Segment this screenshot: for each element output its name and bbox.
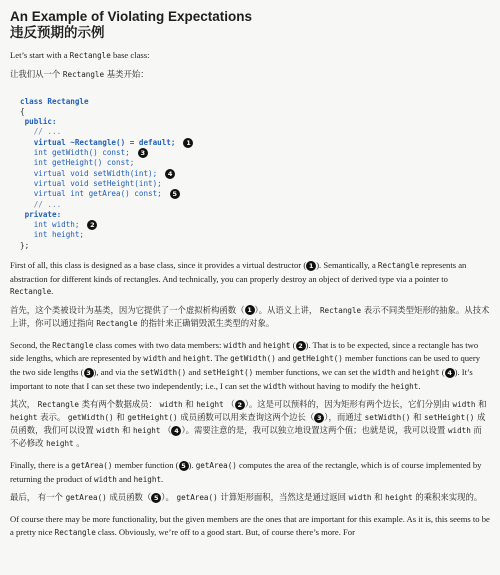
code-line: virtual void setWidth(int); 4 [20, 169, 490, 179]
section-title-chinese: 违反预期的示例 [10, 25, 105, 40]
callout-badge-4: 4 [171, 426, 181, 436]
callout-badge-2: 2 [235, 400, 245, 410]
callout-badge-1: 1 [306, 261, 316, 271]
callout-badge-5: 5 [170, 189, 180, 199]
section-title-english: An Example of Violating Expectations [10, 9, 253, 24]
code-line: // ... [20, 127, 62, 137]
paragraph-2-chinese: 其次， Rectangle 类有两个数据成员： width 和 height （ 2 ）。这是可以预料的，因为矩形有两个边长，它们分别由 width 和 height 表示。 getWidth() 和 getHeight() 成员函数可以用来查询这两个边长（ 3 ），而通过 setWidth() 和 setHeight() 成员函数，我们可以设置 width 和 height （ 4 ）。需要注意的是，我可以独立地设置这两个值；也就是说，我可以设置 width 而不必修改 height 。 [10, 399, 487, 449]
callout-badge-2: 2 [296, 341, 306, 351]
code-line: class Rectangle [20, 96, 89, 106]
callout-badge-3: 3 [84, 368, 94, 378]
callout-badge-3: 3 [138, 148, 148, 158]
code-line: int height; [20, 230, 85, 240]
paragraph-1-chinese: 首先，这个类被设计为基类，因为它提供了一个虚拟析构函数（ 1 ）。从语义上讲， Rectangle 表示不同类型矩形的抽象。从技术上讲，你可以通过指向 Rectangle 的指针来正确销毁派生类型的对象。 [10, 304, 490, 328]
code-line: private: [20, 209, 62, 219]
paragraph-4-english: Of course there may be more functionality, but the given members are the ones that are important for this example. As it is, this seems to be a pretty nice Rectangle class. Obviously, we’re off to a good start. But, of course there’s more. For [10, 514, 490, 537]
callout-badge-5: 5 [179, 461, 189, 471]
callout-badge-4: 4 [165, 169, 175, 179]
code-line: }; [20, 240, 30, 250]
code-line: int getWidth() const; 3 [20, 148, 490, 158]
code-line: int width; 2 [20, 220, 490, 230]
paragraph-3-chinese: 最后， 有一个 getArea() 成员函数（ 5 ）。 getArea() 计算矩形面积，当然这是通过返回 width 和 height 的乘积来实现的。 [10, 492, 483, 503]
intro-chinese: 让我们从一个 Rectangle 基类开始： [10, 68, 149, 79]
code-line: int getHeight() const; [20, 158, 135, 168]
code-line: virtual int getArea() const; 5 [20, 189, 490, 199]
callout-badge-3: 3 [314, 413, 324, 423]
callout-badge-1: 1 [183, 138, 193, 148]
paragraph-1-english: First of all, this class is designed as a base class, since it provides a virtual destructor ( 1 ). Semantically, a Rectangle represents an abstraction for different kinds of rectangles. And technically, you can properly destroy an object of derived type via a pointer to Rectangle. [10, 260, 467, 297]
code-line: // ... [20, 199, 62, 209]
callout-badge-5: 5 [151, 493, 161, 503]
intro-english: Let’s start with a Rectangle base class: [10, 50, 150, 60]
paragraph-2-english: Second, the Rectangle class comes with two data members: width and height ( 2 ). That is to be expected, since a rectangle has two side lengths, which are represented by width and height. The getWidth() and getHeight() member functions can be used to query the two side lengths ( 3 ), and via the setWidth() and setHeight() member functions, we can set the width and height ( 4 ). It’s important to note that I can set these two independently; i.e., I can set the width without having to modify the height. [10, 339, 481, 391]
code-line: public: [20, 117, 57, 127]
code-line: virtual ~Rectangle() = default; 1 [20, 138, 490, 148]
code-block [10, 97, 490, 251]
code-line: virtual void setHeight(int); [20, 178, 162, 188]
paragraph-3-english: Finally, there is a getArea() member function ( 5 ). getArea() computes the area of the rectangle, which is of course implemented by returning the product of width and height. [10, 460, 482, 484]
callout-badge-4: 4 [445, 368, 455, 378]
callout-badge-2: 2 [87, 220, 97, 230]
callout-badge-1: 1 [245, 305, 255, 315]
code-line: { [20, 106, 25, 116]
